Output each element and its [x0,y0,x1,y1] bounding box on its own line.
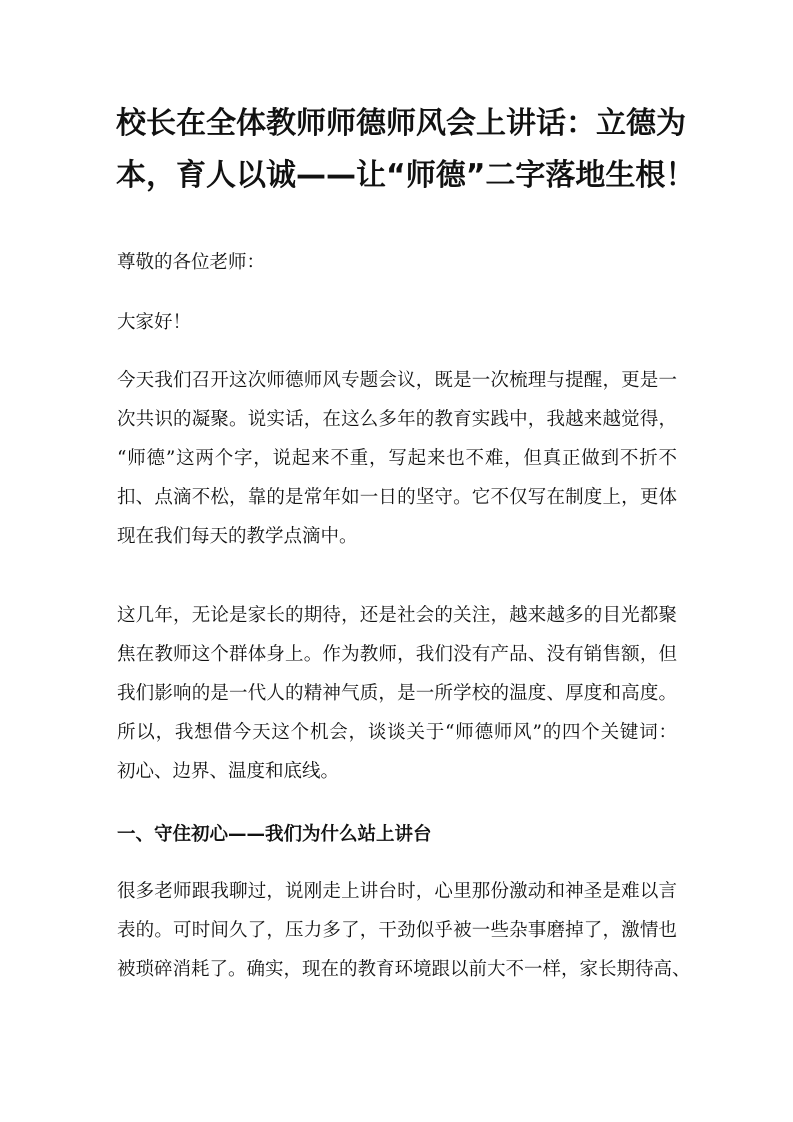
text-line: 很多老师跟我聊过，说刚走上讲台时，心里那份激动和神圣是难以言 [117,881,677,902]
document-title [116,98,696,202]
text-line: 这几年，无论是家长的期待，还是社会的关注，越来越多的目光都聚 [117,605,677,626]
paragraph-3 [117,872,691,989]
text-line: 初心、边界、温度和底线。 [117,761,340,782]
paragraph-2 [117,596,677,791]
salutation: 尊敬的各位老师： [117,252,266,273]
text-line: “师德”这两个字，说起来不重，写起来也不难，但真正做到不折不 [117,448,677,469]
section-heading: 一、守住初心——我们为什么站上讲台 [117,824,432,845]
text-line: 焦在教师这个群体身上。作为教师，我们没有产品、没有销售额，但 [117,644,677,665]
text-line: 扣、点滴不松，靠的是常年如一日的坚守。它不仅写在制度上，更体 [117,487,677,508]
greeting-block [117,303,677,342]
paragraph-1 [117,361,677,556]
text-line: 现在我们每天的教学点滴中。 [117,526,358,547]
text-line: 所以，我想借今天这个机会，谈谈关于“师德师风”的四个关键词： [117,722,677,743]
salutation-block [117,243,677,282]
text-line: 表的。可时间久了，压力多了，干劲似乎被一些杂事磨掉了，激情也 [117,920,677,941]
text-line: 被琐碎消耗了。确实，现在的教育环境跟以前大不一样，家长期待高、 [117,959,691,980]
greeting: 大家好！ [117,312,192,333]
title-line: 本，育人以诚——让“师德”二字落地生根！ [116,158,696,193]
text-line: 次共识的凝聚。说实话，在这么多年的教育实践中，我越来越觉得， [117,409,677,430]
text-line: 今天我们召开这次师德师风专题会议，既是一次梳理与提醒，更是一 [117,370,677,391]
text-line: 我们影响的是一代人的精神气质，是一所学校的温度、厚度和高度。 [117,683,677,704]
title-line: 校长在全体教师师德师风会上讲话：立德为 [116,106,686,141]
